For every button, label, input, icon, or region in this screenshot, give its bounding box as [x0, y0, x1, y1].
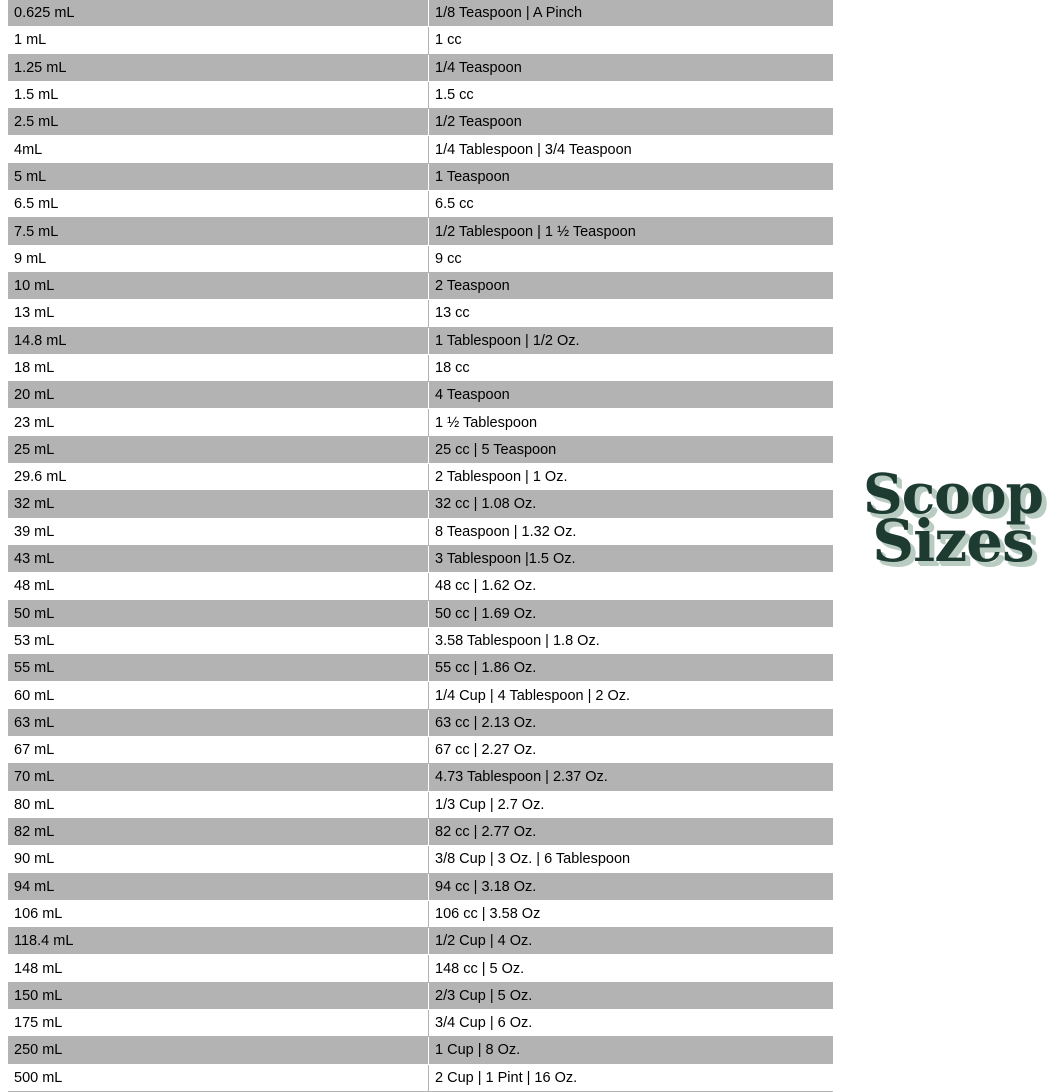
cell-volume-ml: 175 mL [8, 1009, 429, 1036]
cell-equivalent: 1/3 Cup | 2.7 Oz. [429, 791, 834, 818]
cell-equivalent: 2 Cup | 1 Pint | 16 Oz. [429, 1064, 834, 1091]
cell-volume-ml: 10 mL [8, 272, 429, 299]
cell-volume-ml: 23 mL [8, 409, 429, 436]
scoop-size-conversion-table [8, 0, 833, 1092]
cell-volume-ml: 60 mL [8, 682, 429, 709]
cell-equivalent: 1/2 Tablespoon | 1 ½ Teaspoon [429, 218, 834, 245]
cell-volume-ml: 118.4 mL [8, 928, 429, 955]
cell-equivalent: 82 cc | 2.77 Oz. [429, 818, 834, 845]
logo-line-2: Sizes [872, 507, 1034, 576]
table-row [8, 900, 833, 927]
table-row [8, 573, 833, 600]
cell-equivalent: 1.5 cc [429, 81, 834, 108]
cell-volume-ml: 67 mL [8, 737, 429, 764]
cell-equivalent: 1 Cup | 8 Oz. [429, 1037, 834, 1064]
cell-volume-ml: 150 mL [8, 982, 429, 1009]
table-row [8, 163, 833, 190]
table-row [8, 846, 833, 873]
table-row [8, 136, 833, 163]
cell-volume-ml: 9 mL [8, 245, 429, 272]
cell-equivalent: 18 cc [429, 354, 834, 381]
cell-volume-ml: 43 mL [8, 545, 429, 572]
cell-equivalent: 1 cc [429, 27, 834, 54]
cell-equivalent: 50 cc | 1.69 Oz. [429, 600, 834, 627]
cell-equivalent: 1/4 Cup | 4 Tablespoon | 2 Oz. [429, 682, 834, 709]
table-row [8, 791, 833, 818]
cell-equivalent: 4.73 Tablespoon | 2.37 Oz. [429, 764, 834, 791]
table-row [8, 191, 833, 218]
table-row [8, 982, 833, 1009]
table-row [8, 245, 833, 272]
cell-volume-ml: 80 mL [8, 791, 429, 818]
table-row [8, 709, 833, 736]
cell-volume-ml: 50 mL [8, 600, 429, 627]
table-row [8, 81, 833, 108]
cell-equivalent: 2 Teaspoon [429, 272, 834, 299]
cell-volume-ml: 48 mL [8, 573, 429, 600]
table-row [8, 1064, 833, 1091]
cell-volume-ml: 6.5 mL [8, 191, 429, 218]
cell-volume-ml: 500 mL [8, 1064, 429, 1091]
cell-volume-ml: 148 mL [8, 955, 429, 982]
table-row [8, 873, 833, 900]
cell-volume-ml: 106 mL [8, 900, 429, 927]
cell-volume-ml: 5 mL [8, 163, 429, 190]
table-row [8, 655, 833, 682]
table-row [8, 218, 833, 245]
cell-equivalent: 2/3 Cup | 5 Oz. [429, 982, 834, 1009]
cell-equivalent: 8 Teaspoon | 1.32 Oz. [429, 518, 834, 545]
cell-equivalent: 1 Teaspoon [429, 163, 834, 190]
cell-equivalent: 1 ½ Tablespoon [429, 409, 834, 436]
cell-equivalent: 48 cc | 1.62 Oz. [429, 573, 834, 600]
table-row [8, 491, 833, 518]
table-row [8, 382, 833, 409]
cell-equivalent: 3 Tablespoon |1.5 Oz. [429, 545, 834, 572]
table-row [8, 545, 833, 572]
table-row [8, 54, 833, 81]
cell-equivalent: 1/4 Teaspoon [429, 54, 834, 81]
cell-equivalent: 148 cc | 5 Oz. [429, 955, 834, 982]
cell-equivalent: 9 cc [429, 245, 834, 272]
cell-equivalent: 63 cc | 2.13 Oz. [429, 709, 834, 736]
table-row [8, 436, 833, 463]
table-row [8, 272, 833, 299]
cell-volume-ml: 2.5 mL [8, 109, 429, 136]
cell-volume-ml: 70 mL [8, 764, 429, 791]
table-row [8, 0, 833, 27]
table-body [8, 0, 833, 1091]
cell-volume-ml: 1 mL [8, 27, 429, 54]
scoop-sizes-logo [848, 461, 1058, 576]
cell-volume-ml: 0.625 mL [8, 0, 429, 27]
table-row [8, 818, 833, 845]
table-row [8, 354, 833, 381]
cell-equivalent: 3/8 Cup | 3 Oz. | 6 Tablespoon [429, 846, 834, 873]
cell-equivalent: 94 cc | 3.18 Oz. [429, 873, 834, 900]
cell-volume-ml: 4mL [8, 136, 429, 163]
logo-line-1: Scoop [862, 461, 1044, 526]
table-row [8, 518, 833, 545]
cell-volume-ml: 29.6 mL [8, 464, 429, 491]
cell-equivalent: 25 cc | 5 Teaspoon [429, 436, 834, 463]
cell-volume-ml: 82 mL [8, 818, 429, 845]
cell-volume-ml: 32 mL [8, 491, 429, 518]
cell-equivalent: 13 cc [429, 300, 834, 327]
cell-volume-ml: 18 mL [8, 354, 429, 381]
table-row [8, 27, 833, 54]
cell-equivalent: 4 Teaspoon [429, 382, 834, 409]
cell-volume-ml: 90 mL [8, 846, 429, 873]
cell-volume-ml: 94 mL [8, 873, 429, 900]
cell-volume-ml: 20 mL [8, 382, 429, 409]
cell-equivalent: 1/2 Teaspoon [429, 109, 834, 136]
cell-volume-ml: 25 mL [8, 436, 429, 463]
table-row [8, 327, 833, 354]
cell-volume-ml: 55 mL [8, 655, 429, 682]
cell-volume-ml: 7.5 mL [8, 218, 429, 245]
cell-equivalent: 1/8 Teaspoon | A Pinch [429, 0, 834, 27]
cell-volume-ml: 39 mL [8, 518, 429, 545]
cell-volume-ml: 53 mL [8, 627, 429, 654]
table-row [8, 737, 833, 764]
cell-equivalent: 32 cc | 1.08 Oz. [429, 491, 834, 518]
cell-equivalent: 1 Tablespoon | 1/2 Oz. [429, 327, 834, 354]
cell-equivalent: 1/4 Tablespoon | 3/4 Teaspoon [429, 136, 834, 163]
cell-equivalent: 2 Tablespoon | 1 Oz. [429, 464, 834, 491]
table-row [8, 300, 833, 327]
cell-equivalent: 67 cc | 2.27 Oz. [429, 737, 834, 764]
table-row [8, 464, 833, 491]
cell-equivalent: 3/4 Cup | 6 Oz. [429, 1009, 834, 1036]
table-row [8, 600, 833, 627]
table-row [8, 955, 833, 982]
table-row [8, 928, 833, 955]
cell-equivalent: 106 cc | 3.58 Oz [429, 900, 834, 927]
cell-equivalent: 3.58 Tablespoon | 1.8 Oz. [429, 627, 834, 654]
cell-equivalent: 1/2 Cup | 4 Oz. [429, 928, 834, 955]
table-row [8, 682, 833, 709]
table-row [8, 764, 833, 791]
cell-volume-ml: 1.5 mL [8, 81, 429, 108]
cell-equivalent: 55 cc | 1.86 Oz. [429, 655, 834, 682]
cell-equivalent: 6.5 cc [429, 191, 834, 218]
table-row [8, 627, 833, 654]
table-row [8, 409, 833, 436]
table-row [8, 1037, 833, 1064]
cell-volume-ml: 250 mL [8, 1037, 429, 1064]
cell-volume-ml: 63 mL [8, 709, 429, 736]
table-row [8, 109, 833, 136]
cell-volume-ml: 13 mL [8, 300, 429, 327]
cell-volume-ml: 1.25 mL [8, 54, 429, 81]
cell-volume-ml: 14.8 mL [8, 327, 429, 354]
table-row [8, 1009, 833, 1036]
